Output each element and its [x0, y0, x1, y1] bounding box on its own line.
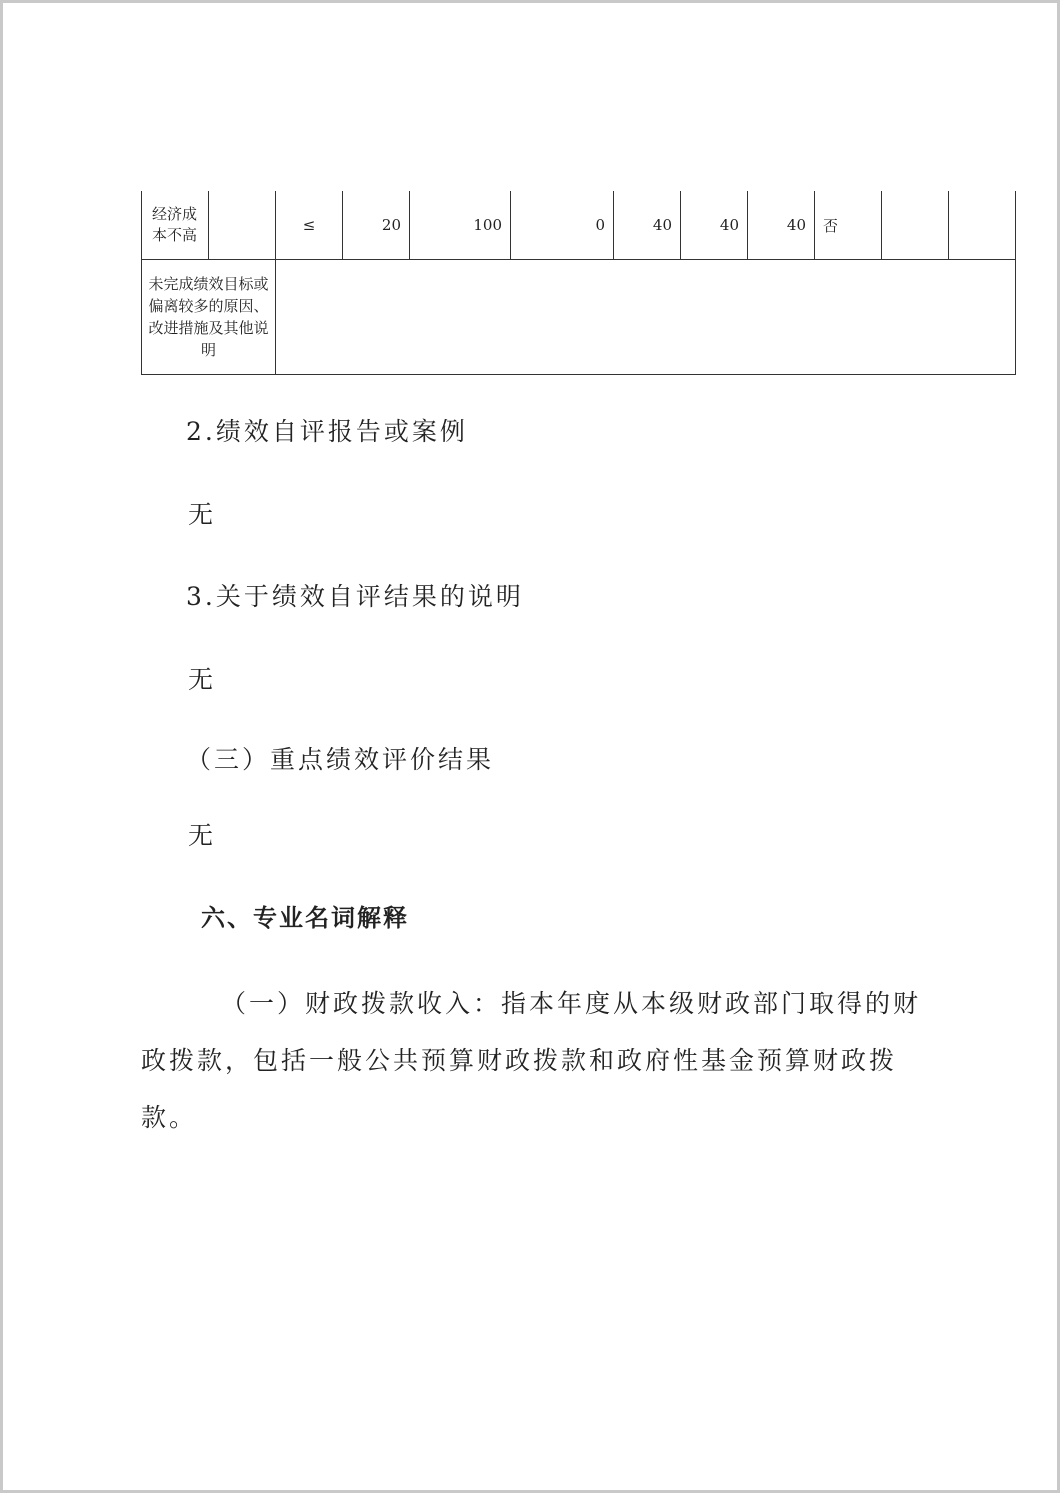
- table-row: [142, 191, 1016, 260]
- value-cell: 40: [748, 191, 815, 260]
- table-row: [142, 260, 1016, 375]
- performance-table: [141, 191, 1016, 375]
- reason-label-cell: 未完成绩效目标或偏离较多的原因、改进措施及其他说明: [142, 260, 276, 375]
- table-cell: [882, 191, 949, 260]
- value-cell: 40: [681, 191, 748, 260]
- section-2-body: 无: [188, 500, 217, 529]
- indicator-name-cell: 经济成本不高: [142, 191, 209, 260]
- value-cell: 20: [343, 191, 410, 260]
- key-evaluation-body: 无: [188, 821, 217, 850]
- table-cell: [949, 191, 1016, 260]
- key-evaluation-title: （三）重点绩效评价结果: [186, 745, 495, 774]
- section-3-title: 3.关于绩效自评结果的说明: [186, 582, 524, 611]
- operator-cell: ≤: [276, 191, 343, 260]
- section-3-body: 无: [188, 665, 217, 694]
- value-cell: 100: [410, 191, 511, 260]
- definition-paragraph: （一）财政拨款收入：指本年度从本级财政部门取得的财政拨款，包括一般公共预算财政拨款和政府性基金预算财政拨款。: [141, 989, 922, 1132]
- section-2-title: 2.绩效自评报告或案例: [186, 417, 468, 446]
- value-cell: 40: [614, 191, 681, 260]
- flag-cell: 否: [815, 191, 882, 260]
- reason-content-cell: [276, 260, 1016, 375]
- table-cell: [209, 191, 276, 260]
- value-cell: 0: [511, 191, 614, 260]
- section-six-heading: 六、专业名词解释: [201, 904, 409, 932]
